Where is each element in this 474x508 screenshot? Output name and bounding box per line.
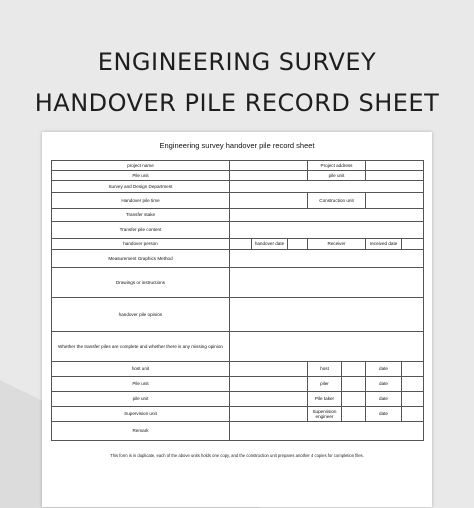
footnote: This form is in duplicate, each of the above units holds one copy, and the construction unit prepares another 4 copies for completion files. [110,453,364,458]
input-handover-date[interactable] [288,239,308,250]
label-date: date [366,392,402,407]
label-date: date [366,377,402,392]
input-pile-unit[interactable] [230,171,308,181]
input-survey-dept[interactable] [230,181,424,193]
label-measurement-method: Measurement Graphics Method [52,250,230,268]
input-date[interactable] [402,407,424,422]
input-host-unit[interactable] [230,362,308,377]
input-drawings[interactable] [230,268,424,298]
label-remark: Remark [52,422,230,441]
input-project-name[interactable] [230,161,308,171]
input-date[interactable] [402,362,424,377]
input-pile-taker[interactable] [342,392,366,407]
input-date[interactable] [402,392,424,407]
label-drawings: Drawings or instructions [52,268,230,298]
input-measurement-method[interactable] [230,250,424,268]
table-row [52,250,424,268]
table-row [52,332,424,362]
table-row [52,422,424,441]
table-row [52,362,424,377]
label-handover-date: handover date [252,239,288,250]
label-host: host [308,362,342,377]
sheet-title: Engineering survey handover pile record sheet [159,141,315,150]
label-handover-person: handover person [52,239,230,250]
label-transfer-stake: Transfer stake [52,209,230,222]
table-row [52,268,424,298]
label-supervision-engineer: Supervision engineer [308,407,342,422]
label-host-unit: host unit [52,362,230,377]
table-row [52,209,424,222]
input-complete-question[interactable] [230,332,424,362]
input-received-date[interactable] [402,239,424,250]
label-complete-question: Whether the transfer piles are complete and whether there is any missing opinion [52,332,230,362]
label-received-date: received date [366,239,402,250]
label-supervision-unit: Supervision unit [52,407,230,422]
input-pile-unit-sign[interactable] [230,377,308,392]
input-transfer-pile-content[interactable] [230,222,424,239]
label-pile-unit: Pile unit [52,171,230,181]
label-handover-pile-time: Handover pile time [52,193,230,209]
table-row [52,407,424,422]
table-row [52,298,424,332]
table-row [52,161,424,171]
input-supervision-engineer[interactable] [342,407,366,422]
input-handover-pile-time[interactable] [230,193,308,209]
table-row [52,171,424,181]
input-supervision-unit[interactable] [230,407,308,422]
label-date: date [366,407,402,422]
label-survey-dept: Survey and Design Department [52,181,230,193]
input-construction-unit[interactable] [366,193,424,209]
input-remark[interactable] [230,422,424,441]
input-handover-person[interactable] [230,239,252,250]
table-row [52,181,424,193]
label-transfer-pile-content: Transfer pile content [52,222,230,239]
input-piler[interactable] [342,377,366,392]
label-project-name: project name [52,161,230,171]
input-date[interactable] [402,377,424,392]
table-row [52,239,424,250]
input-handover-opinion[interactable] [230,298,424,332]
input-transfer-stake[interactable] [230,209,424,222]
input-host[interactable] [342,362,366,377]
page-title-line-2: HANDOVER PILE RECORD SHEET [34,89,440,117]
label-receiver: Receiver [308,239,366,250]
table-row [52,222,424,239]
label-pile-unit-sign: Pile unit [52,377,230,392]
table-row [52,377,424,392]
table-row [52,392,424,407]
input-project-address[interactable] [366,161,424,171]
record-table [51,160,424,441]
page-title-line-1: ENGINEERING SURVEY [97,48,377,76]
input-pile-unit-taker[interactable] [230,392,308,407]
label-date: date [366,362,402,377]
label-piler: piler [308,377,342,392]
label-handover-opinion: handover pile opinion [52,298,230,332]
label-pile-taker: Pile taker [308,392,342,407]
input-pile-unit-right[interactable] [366,171,424,181]
label-construction-unit: Construction unit [308,193,366,209]
table-row [52,193,424,209]
label-pile-unit-taker: pile unit [52,392,230,407]
record-sheet [42,132,432,507]
label-project-address: Project address [308,161,366,171]
label-pile-unit-right: pile unit [308,171,366,181]
